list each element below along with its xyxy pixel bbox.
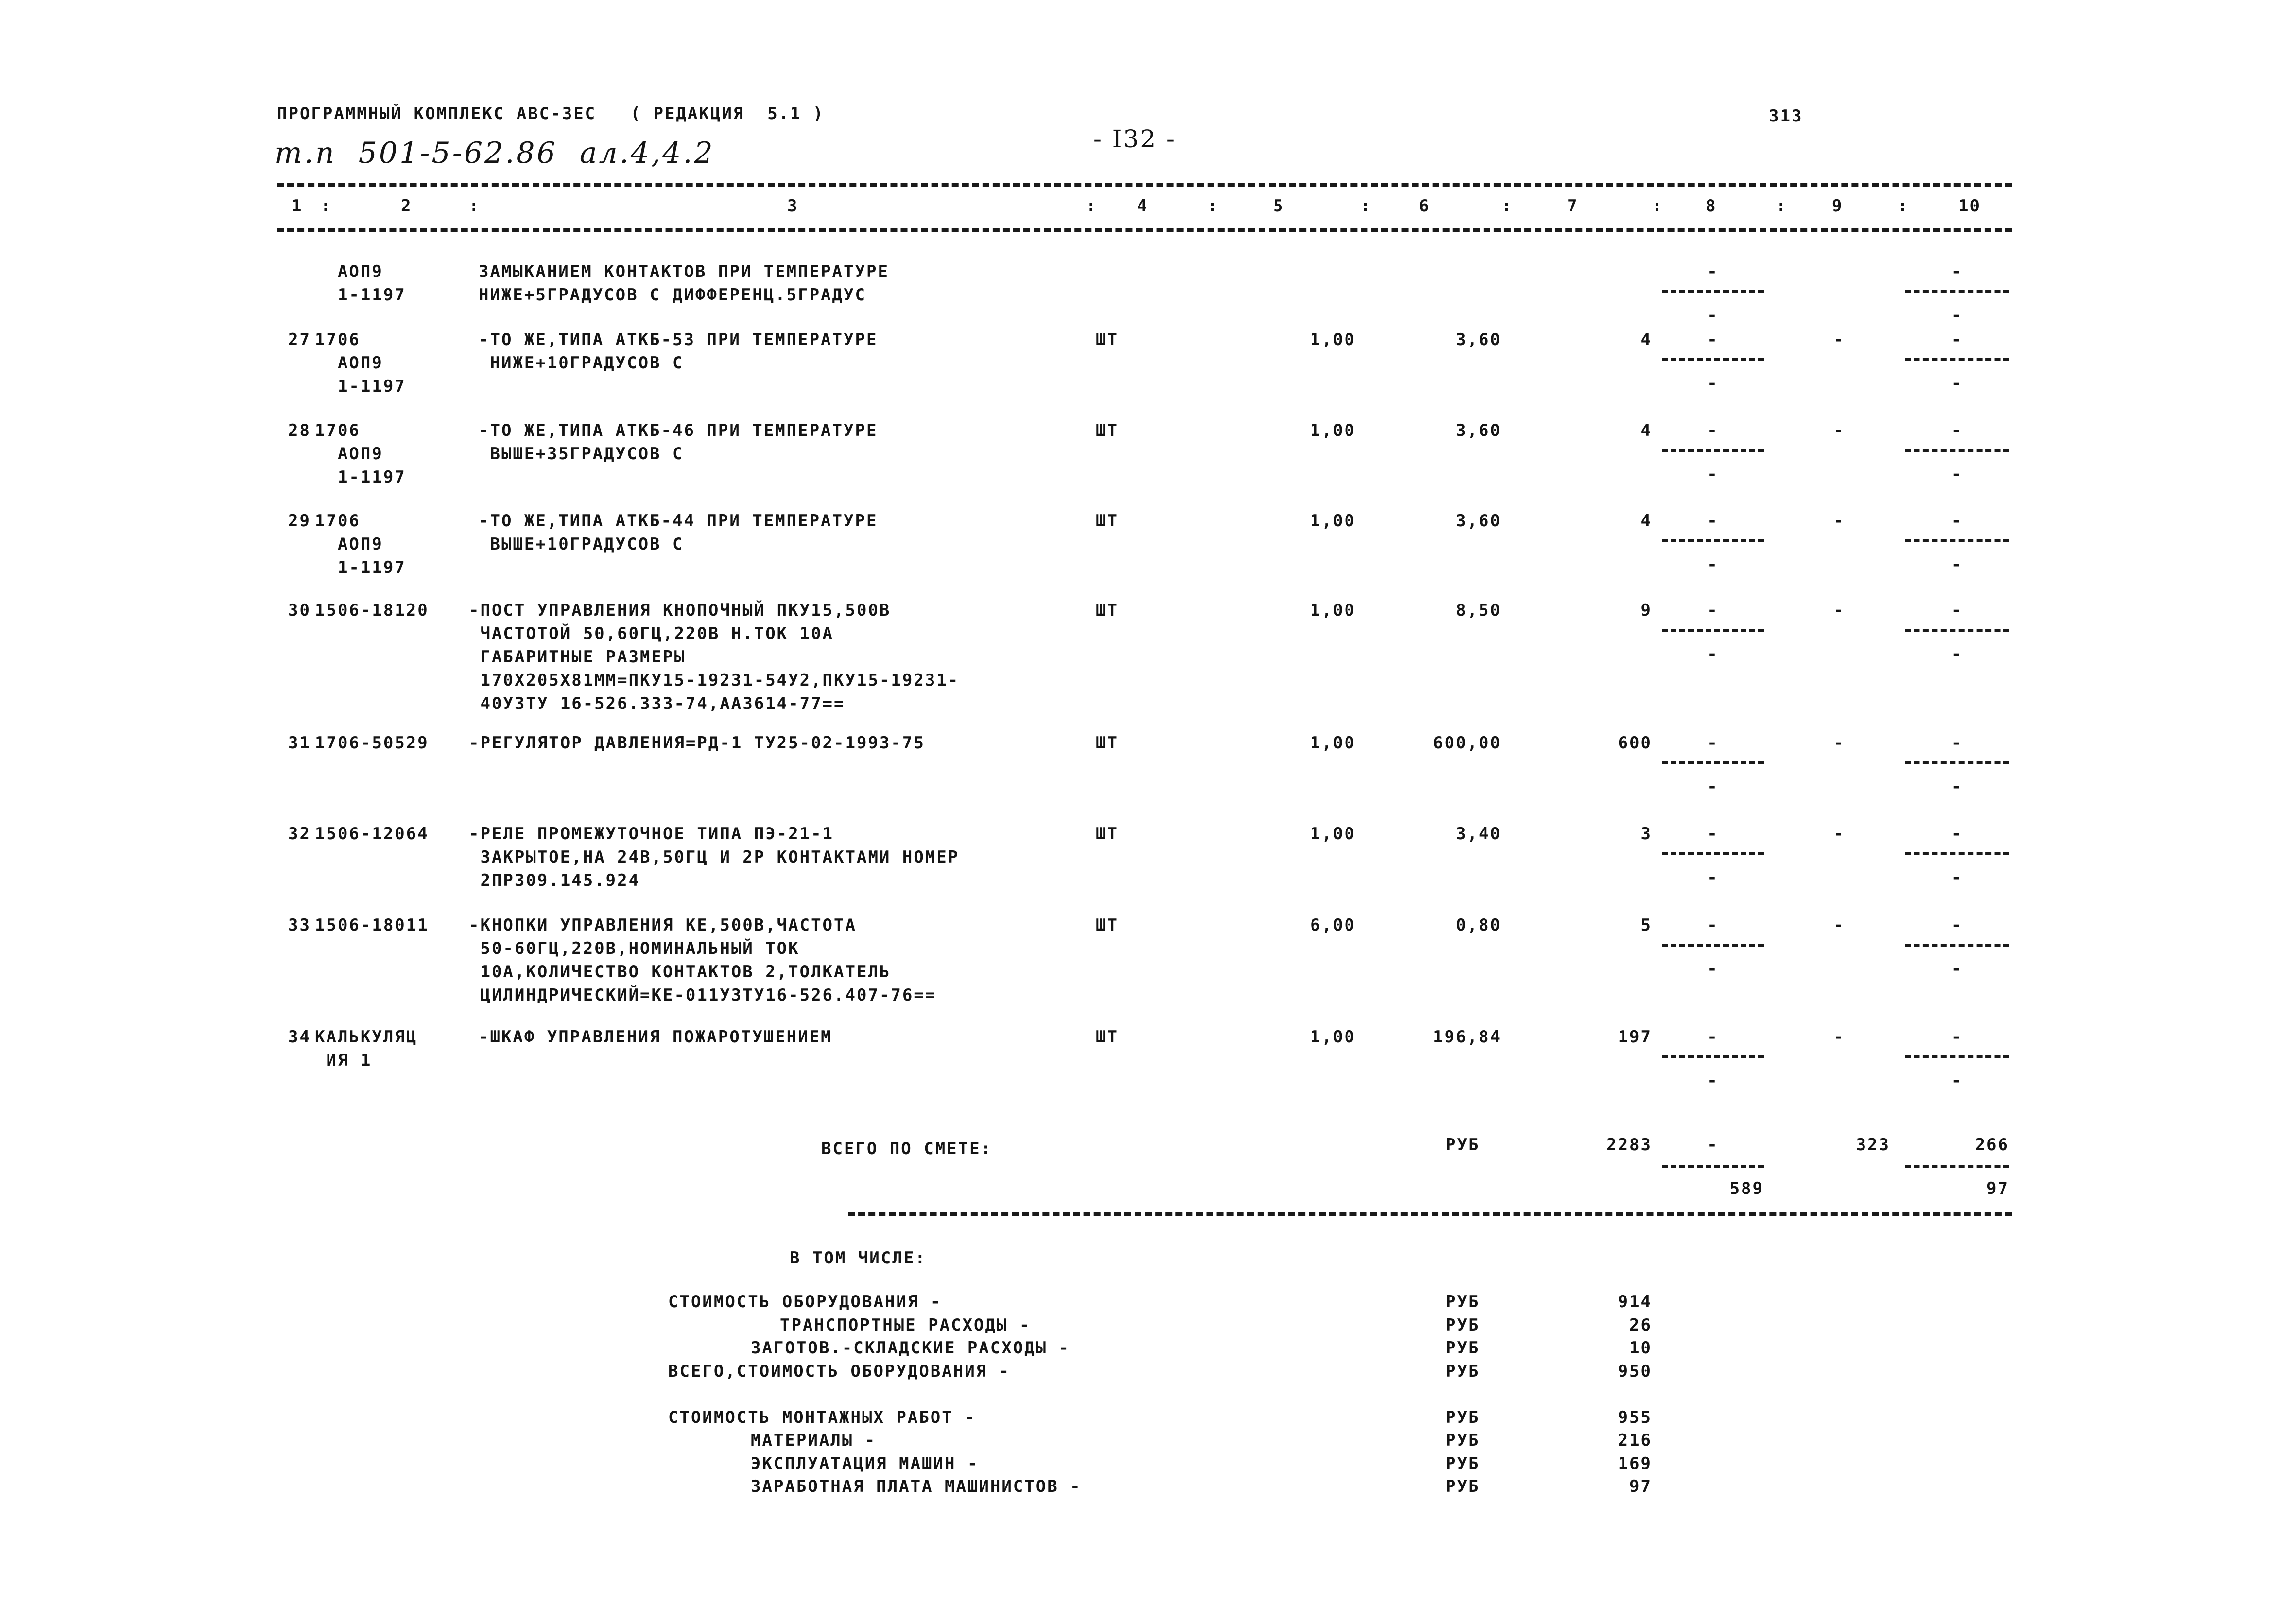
row-code-line: АОП9 xyxy=(315,262,383,281)
row-description-line: -ТО ЖЕ,ТИПА АТКБ-44 ПРИ ТЕМПЕРАТУРЕ xyxy=(479,511,878,531)
row-quantity: 1,00 xyxy=(1310,330,1356,349)
row-col10-divider xyxy=(1905,290,2009,293)
column-divider: : xyxy=(321,196,332,216)
top-separator xyxy=(277,183,2012,187)
row-col8-bottom: - xyxy=(1707,777,1719,796)
row-description-line: ЗАМЫКАНИЕМ КОНТАКТОВ ПРИ ТЕМПЕРАТУРЕ xyxy=(479,262,889,281)
breakdown-label: СТОИМОСТЬ ОБОРУДОВАНИЯ - xyxy=(668,1292,942,1312)
breakdown-value: 216 xyxy=(1618,1431,1652,1450)
row-col10-bottom: - xyxy=(1951,465,1963,484)
row-code-line: АОП9 xyxy=(315,535,383,554)
row-col9: - xyxy=(1833,421,1845,440)
handwritten-reference: т.п 501-5-62.86 ал.4,4.2 xyxy=(275,136,715,170)
row-description-line: НИЖЕ+5ГРАДУСОВ С ДИФФЕРЕНЦ.5ГРАДУС xyxy=(479,285,866,305)
row-description-line: 10А,КОЛИЧЕСТВО КОНТАКТОВ 2,ТОЛКАТЕЛЬ xyxy=(469,962,891,982)
row-code-line: АОП9 xyxy=(315,353,383,373)
row-col8-divider xyxy=(1662,761,1764,764)
row-col8-divider xyxy=(1662,290,1764,293)
row-col8-bottom: - xyxy=(1707,374,1719,393)
row-unit-price: 3,60 xyxy=(1456,421,1502,440)
row-description-line: 170Х205Х81ММ=ПКУ15-19231-54У2,ПКУ15-19231- xyxy=(469,671,960,690)
row-col8-bottom: - xyxy=(1707,868,1719,887)
page-center-number: - I32 - xyxy=(1093,125,1176,153)
breakdown-label: ТРАНСПОРТНЫЕ РАСХОДЫ - xyxy=(780,1315,1031,1335)
column-divider: : xyxy=(1086,196,1098,216)
breakdown-unit: РУБ xyxy=(1446,1362,1480,1381)
row-total: 4 xyxy=(1640,330,1652,349)
row-col10-divider xyxy=(1905,358,2009,361)
row-code-line: 1706 xyxy=(315,330,361,349)
row-col8-divider xyxy=(1662,539,1764,542)
row-unit: ШТ xyxy=(1096,601,1119,620)
row-unit-price: 3,40 xyxy=(1456,824,1502,844)
row-description-line: 2ПР309.145.924 xyxy=(469,871,640,890)
row-col8-top: - xyxy=(1707,421,1719,440)
column-header-7: 7 xyxy=(1567,196,1579,216)
totals-col8-bottom: 589 xyxy=(1729,1179,1764,1198)
row-col8-divider xyxy=(1662,449,1764,452)
row-code-line: 1-1197 xyxy=(315,285,406,305)
row-total: 5 xyxy=(1640,916,1652,935)
breakdown-unit: РУБ xyxy=(1446,1408,1480,1427)
row-description-line: ЧАСТОТОЙ 50,60ГЦ,220В Н.ТОК 10А xyxy=(469,624,834,643)
row-col10-divider xyxy=(1905,944,2009,947)
column-divider: : xyxy=(1361,196,1372,216)
row-col8-bottom: - xyxy=(1707,959,1719,979)
row-description-line: -КНОПКИ УПРАВЛЕНИЯ КЕ,500В,ЧАСТОТА xyxy=(469,916,857,935)
breakdown-value: 97 xyxy=(1629,1477,1652,1496)
totals-sum: 2283 xyxy=(1606,1135,1652,1155)
row-unit-price: 3,60 xyxy=(1456,511,1502,531)
totals-col9: 323 xyxy=(1856,1135,1890,1155)
breakdown-value: 10 xyxy=(1629,1338,1652,1358)
row-col8-divider xyxy=(1662,358,1764,361)
breakdown-unit: РУБ xyxy=(1446,1477,1480,1496)
row-col10-bottom: - xyxy=(1951,644,1963,664)
row-col10-divider xyxy=(1905,539,2009,542)
row-total: 4 xyxy=(1640,421,1652,440)
breakdown-value: 169 xyxy=(1618,1454,1652,1473)
row-quantity: 1,00 xyxy=(1310,824,1356,844)
column-divider: : xyxy=(1652,196,1664,216)
row-col10-bottom: - xyxy=(1951,959,1963,979)
row-total: 9 xyxy=(1640,601,1652,620)
row-col8-divider xyxy=(1662,944,1764,947)
row-quantity: 6,00 xyxy=(1310,916,1356,935)
row-total: 3 xyxy=(1640,824,1652,844)
row-number: 29 xyxy=(288,511,311,531)
column-divider: : xyxy=(1898,196,1909,216)
row-number: 31 xyxy=(288,733,311,753)
row-number: 34 xyxy=(288,1027,311,1047)
row-col10-divider xyxy=(1905,1055,2009,1058)
row-col10-bottom: - xyxy=(1951,777,1963,796)
row-col9: - xyxy=(1833,330,1845,349)
row-number: 27 xyxy=(288,330,311,349)
breakdown-value: 26 xyxy=(1629,1315,1652,1335)
row-description-line: 40У3ТУ 16-526.333-74,АА3614-77== xyxy=(469,694,846,713)
row-col8-top: - xyxy=(1707,1027,1719,1047)
row-description-line: -РЕЛЕ ПРОМЕЖУТОЧНОЕ ТИПА ПЭ-21-1 xyxy=(469,824,834,844)
breakdown-unit: РУБ xyxy=(1446,1431,1480,1450)
row-col10-bottom: - xyxy=(1951,555,1963,574)
row-col10-bottom: - xyxy=(1951,1071,1963,1090)
row-col10-top: - xyxy=(1951,262,1963,281)
totals-col10-bottom: 97 xyxy=(1986,1179,2009,1198)
row-col8-top: - xyxy=(1707,262,1719,281)
row-col8-top: - xyxy=(1707,733,1719,753)
row-total: 197 xyxy=(1618,1027,1652,1047)
row-col8-top: - xyxy=(1707,601,1719,620)
row-number: 32 xyxy=(288,824,311,844)
row-col8-top: - xyxy=(1707,511,1719,531)
row-col8-bottom: - xyxy=(1707,555,1719,574)
column-header-3: 3 xyxy=(787,196,799,216)
row-col10-divider xyxy=(1905,852,2009,855)
row-total: 4 xyxy=(1640,511,1652,531)
row-unit: ШТ xyxy=(1096,421,1119,440)
column-divider: : xyxy=(469,196,481,216)
row-col10-divider xyxy=(1905,761,2009,764)
totals-separator xyxy=(848,1212,2012,1216)
row-code-line: 1506-12064 xyxy=(315,824,429,844)
breakdown-label: ЗАРАБОТНАЯ ПЛАТА МАШИНИСТОВ - xyxy=(751,1477,1082,1496)
row-code-line: КАЛЬКУЛЯЦ xyxy=(315,1027,418,1047)
row-col8-divider xyxy=(1662,1055,1764,1058)
column-header-9: 9 xyxy=(1832,196,1844,216)
row-unit: ШТ xyxy=(1096,1027,1119,1047)
row-code-line: ИЯ 1 xyxy=(315,1051,372,1070)
row-col9: - xyxy=(1833,916,1845,935)
row-total: 600 xyxy=(1618,733,1652,753)
row-description-line: ГАБАРИТНЫЕ РАЗМЕРЫ xyxy=(469,647,686,667)
row-code-line: АОП9 xyxy=(315,444,383,464)
column-header-1: 1 xyxy=(292,196,303,216)
row-description-line: -ШКАФ УПРАВЛЕНИЯ ПОЖАРОТУШЕНИЕМ xyxy=(479,1027,832,1047)
column-header-5: 5 xyxy=(1273,196,1285,216)
row-col8-divider xyxy=(1662,852,1764,855)
row-description-line: НИЖЕ+10ГРАДУСОВ С xyxy=(479,353,684,373)
row-description-line: -РЕГУЛЯТОР ДАВЛЕНИЯ=РД-1 ТУ25-02-1993-75 xyxy=(469,733,925,753)
row-unit: ШТ xyxy=(1096,511,1119,531)
row-code-line: 1706-50529 xyxy=(315,733,429,753)
row-col10-top: - xyxy=(1951,330,1963,349)
row-col10-top: - xyxy=(1951,421,1963,440)
column-divider: : xyxy=(1208,196,1219,216)
row-unit: ШТ xyxy=(1096,916,1119,935)
breakdown-label: МАТЕРИАЛЫ - xyxy=(751,1431,877,1450)
column-divider: : xyxy=(1502,196,1513,216)
row-unit: ШТ xyxy=(1096,733,1119,753)
row-unit: ШТ xyxy=(1096,330,1119,349)
row-description-line: ВЫШЕ+35ГРАДУСОВ С xyxy=(479,444,684,464)
row-col10-divider xyxy=(1905,629,2009,632)
row-quantity: 1,00 xyxy=(1310,511,1356,531)
column-header-2: 2 xyxy=(401,196,413,216)
row-number: 30 xyxy=(288,601,311,620)
row-code-line: 1-1197 xyxy=(315,558,406,577)
row-col10-top: - xyxy=(1951,916,1963,935)
row-col10-top: - xyxy=(1951,601,1963,620)
row-unit-price: 8,50 xyxy=(1456,601,1502,620)
row-col9: - xyxy=(1833,1027,1845,1047)
row-unit: ШТ xyxy=(1096,824,1119,844)
row-col10-top: - xyxy=(1951,1027,1963,1047)
row-code-line: 1506-18120 xyxy=(315,601,429,620)
row-quantity: 1,00 xyxy=(1310,421,1356,440)
totals-label: ВСЕГО ПО СМЕТЕ: xyxy=(821,1139,993,1158)
row-description-line: ВЫШЕ+10ГРАДУСОВ С xyxy=(479,535,684,554)
breakdown-label: СТОИМОСТЬ МОНТАЖНЫХ РАБОТ - xyxy=(668,1408,976,1427)
row-quantity: 1,00 xyxy=(1310,1027,1356,1047)
row-col8-bottom: - xyxy=(1707,644,1719,664)
row-col9: - xyxy=(1833,601,1845,620)
row-col10-bottom: - xyxy=(1951,868,1963,887)
row-description-line: -ТО ЖЕ,ТИПА АТКБ-46 ПРИ ТЕМПЕРАТУРЕ xyxy=(479,421,878,440)
breakdown-unit: РУБ xyxy=(1446,1292,1480,1312)
row-col8-bottom: - xyxy=(1707,465,1719,484)
row-description-line: -ПОСТ УПРАВЛЕНИЯ КНОПОЧНЫЙ ПКУ15,500В xyxy=(469,601,891,620)
row-col10-bottom: - xyxy=(1951,374,1963,393)
row-col10-top: - xyxy=(1951,511,1963,531)
totals-col10-divider xyxy=(1905,1165,2009,1168)
row-col10-divider xyxy=(1905,449,2009,452)
breakdown-label: ЗАГОТОВ.-СКЛАДСКИЕ РАСХОДЫ - xyxy=(751,1338,1070,1358)
row-col9: - xyxy=(1833,733,1845,753)
row-col8-top: - xyxy=(1707,824,1719,844)
row-col8-top: - xyxy=(1707,916,1719,935)
row-quantity: 1,00 xyxy=(1310,601,1356,620)
row-col8-bottom: - xyxy=(1707,1071,1719,1090)
row-number: 33 xyxy=(288,916,311,935)
breakdown-title: В ТОМ ЧИСЛЕ: xyxy=(790,1248,927,1268)
row-unit-price: 3,60 xyxy=(1456,330,1502,349)
totals-unit: РУБ xyxy=(1446,1135,1480,1155)
column-header-10: 10 xyxy=(1958,196,1981,216)
row-description-line: ЦИЛИНДРИЧЕСКИЙ=КЕ-011У3ТУ16-526.407-76== xyxy=(469,985,937,1005)
row-unit-price: 0,80 xyxy=(1456,916,1502,935)
header-separator xyxy=(277,228,2012,232)
row-number: 28 xyxy=(288,421,311,440)
row-col8-top: - xyxy=(1707,330,1719,349)
breakdown-unit: РУБ xyxy=(1446,1338,1480,1358)
row-col8-bottom: - xyxy=(1707,306,1719,325)
column-divider: : xyxy=(1776,196,1788,216)
breakdown-unit: РУБ xyxy=(1446,1454,1480,1473)
row-code-line: 1706 xyxy=(315,421,361,440)
row-col10-top: - xyxy=(1951,733,1963,753)
breakdown-label: ЭКСПЛУАТАЦИЯ МАШИН - xyxy=(751,1454,979,1473)
page-number: 313 xyxy=(1769,106,1803,126)
totals-col8-divider xyxy=(1662,1165,1764,1168)
row-col9: - xyxy=(1833,511,1845,531)
row-col10-bottom: - xyxy=(1951,306,1963,325)
row-unit-price: 196,84 xyxy=(1433,1027,1502,1047)
row-code-line: 1-1197 xyxy=(315,377,406,396)
row-col9: - xyxy=(1833,824,1845,844)
breakdown-value: 914 xyxy=(1618,1292,1652,1312)
row-code-line: 1506-18011 xyxy=(315,916,429,935)
column-header-4: 4 xyxy=(1137,196,1149,216)
row-quantity: 1,00 xyxy=(1310,733,1356,753)
totals-col8-top: - xyxy=(1707,1135,1719,1155)
breakdown-value: 950 xyxy=(1618,1362,1652,1381)
row-code-line: 1706 xyxy=(315,511,361,531)
breakdown-label: ВСЕГО,СТОИМОСТЬ ОБОРУДОВАНИЯ - xyxy=(668,1362,1011,1381)
row-col8-divider xyxy=(1662,629,1764,632)
row-description-line: -ТО ЖЕ,ТИПА АТКБ-53 ПРИ ТЕМПЕРАТУРЕ xyxy=(479,330,878,349)
row-description-line: ЗАКРЫТОЕ,НА 24В,50ГЦ И 2Р КОНТАКТАМИ НОМЕР xyxy=(469,847,960,867)
row-unit-price: 600,00 xyxy=(1433,733,1502,753)
row-description-line: 50-60ГЦ,220В,НОМИНАЛЬНЫЙ ТОК xyxy=(469,939,800,958)
row-col10-top: - xyxy=(1951,824,1963,844)
totals-col10-top: 266 xyxy=(1975,1135,2009,1155)
breakdown-value: 955 xyxy=(1618,1408,1652,1427)
breakdown-unit: РУБ xyxy=(1446,1315,1480,1335)
column-header-6: 6 xyxy=(1419,196,1431,216)
column-header-8: 8 xyxy=(1706,196,1717,216)
program-title: ПРОГРАММНЫЙ КОМПЛЕКС АВС-3ЕС ( РЕДАКЦИЯ 5.1 ) xyxy=(277,104,825,123)
row-code-line: 1-1197 xyxy=(315,467,406,487)
